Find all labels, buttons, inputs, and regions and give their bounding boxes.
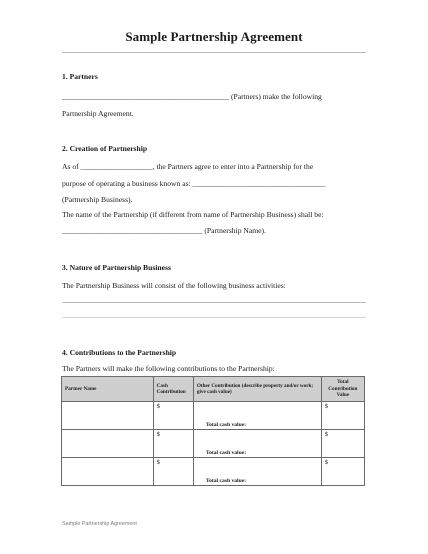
other-contribution-cell[interactable] — [193, 430, 321, 458]
creation-line-2: purpose of operating a business known as: ___________________________________ — [62, 179, 326, 188]
partners-line-2: Partnership Agreement. — [62, 109, 134, 118]
header-cash-contribution: Cash Contribution — [153, 377, 193, 402]
total-cash-value-label: Total cash value: — [205, 450, 247, 456]
creation-line-5: _____________________________________ (Partnership Name). — [62, 226, 266, 235]
partners-line-1: ____________________________________________ (Partners) make the following — [62, 92, 322, 101]
total-cash-value-label: Total cash value: — [205, 478, 247, 484]
creation-line-1: As of ___________________, the Partners agree to enter into a Partnership for the — [62, 162, 314, 171]
other-contribution-cell[interactable] — [193, 402, 321, 430]
section-contributions-heading: 4. Contributions to the Partnership — [62, 348, 177, 357]
table-row — [62, 402, 365, 430]
total-cell[interactable]: $ — [321, 458, 364, 486]
section-nature-heading: 3. Nature of Partnership Business — [62, 263, 171, 272]
table-header-row — [62, 377, 365, 402]
other-contribution-cell[interactable] — [193, 458, 321, 486]
total-cell[interactable]: $ — [321, 402, 364, 430]
partner-name-cell[interactable] — [62, 458, 154, 486]
header-other-contribution: Other Contribution (describe property and/or work; give cash value) — [193, 377, 321, 402]
nature-line-1: The Partnership Business will consist of the following business activities: — [62, 281, 286, 290]
business-activities-line-2 — [62, 317, 366, 318]
section-partners-heading: 1. Partners — [62, 72, 98, 81]
business-activities-line-1 — [62, 302, 366, 303]
cash-cell[interactable]: $ — [153, 402, 193, 430]
header-total-contribution: Total Contribution Value — [321, 377, 364, 402]
page-footer: Sample Partnership Agreement — [62, 521, 137, 527]
header-partner-name: Partner Name — [62, 377, 154, 402]
title-divider — [62, 52, 366, 53]
total-cell[interactable]: $ — [321, 430, 364, 458]
table-row — [62, 430, 365, 458]
contributions-line-1: The Partners will make the following contributions to the Partnership: — [62, 364, 275, 373]
total-cash-value-label: Total cash value: — [205, 422, 247, 428]
creation-line-4: The name of the Partnership (if different from name of Partnership Business) shall be: — [62, 210, 324, 219]
contributions-table — [61, 376, 365, 486]
cash-cell[interactable]: $ — [153, 458, 193, 486]
partner-name-cell[interactable] — [62, 402, 154, 430]
table-row — [62, 458, 365, 486]
partner-name-cell[interactable] — [62, 430, 154, 458]
creation-line-3: (Partnership Business). — [62, 195, 133, 204]
section-creation-heading: 2. Creation of Partnership — [62, 144, 148, 153]
cash-cell[interactable]: $ — [153, 430, 193, 458]
document-title: Sample Partnership Agreement — [125, 29, 303, 44]
